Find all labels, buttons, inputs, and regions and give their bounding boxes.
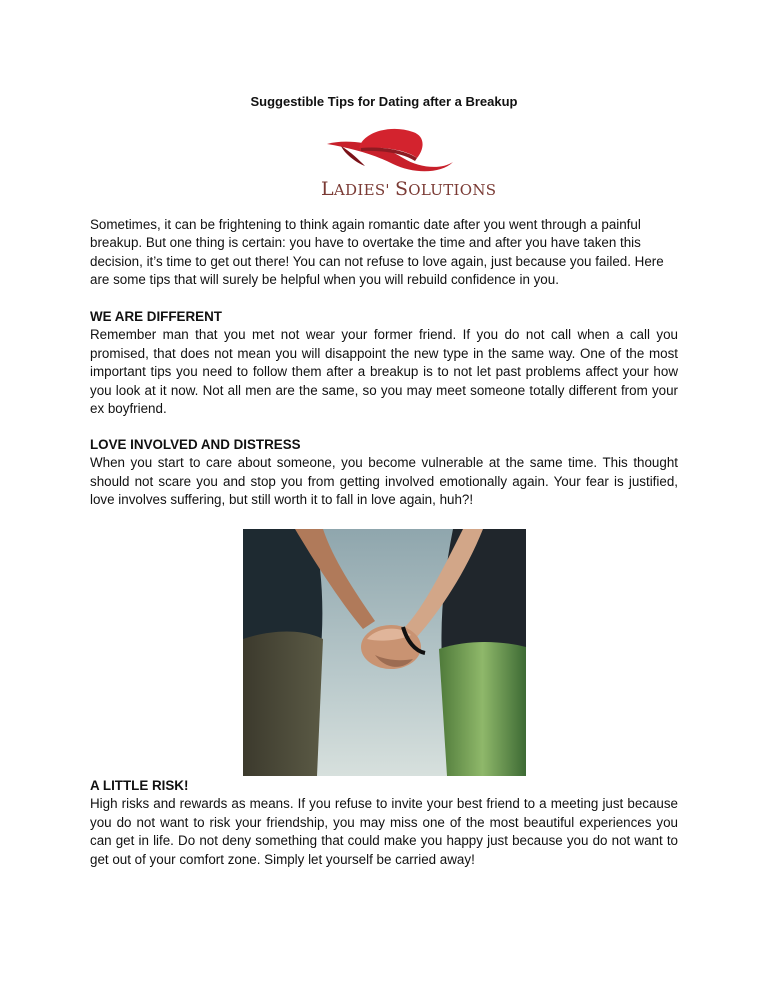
logo-text: LADIES' SOLUTIONS [321,178,497,200]
intro-block [90,216,678,290]
intro-paragraph: Sometimes, it can be frightening to think again romantic date after you went through a painful breakup. But one thing is certain: you have to overtake the time and after you have taken this decision, it’s time to get out there! You can not refuse to love again, just because you failed. Here are some tips that will surely be helpful when you will rebuild confidence in you. [90,217,664,288]
section-heading: WE ARE DIFFERENT [90,309,222,324]
ladies-solutions-logo [321,124,497,200]
section-love-involved [90,436,678,510]
section-heading: LOVE INVOLVED AND DISTRESS [90,437,301,452]
document-title: Suggestible Tips for Dating after a Breakup [250,94,518,109]
section-paragraph: Remember man that you met not wear your former friend. If you do not call when a call you promised, that does not mean you will disappoint the new type in the same way. One of the most important tips you need to follow them after a breakup is to not let past problems affect your how you look at it now. Not all men are the same, so you may meet someone totally different from your ex boyfriend. [90,327,678,417]
section-we-are-different [90,308,678,418]
section-paragraph: When you start to care about someone, you become vulnerable at the same time. This thought should not scare you and stop you from getting involved emotionally again. Your fear is justified, love involves suffering, but still worth it to fall in love again, huh?! [90,455,678,508]
section-heading: A LITTLE RISK! [90,778,189,793]
section-a-little-risk [90,777,678,869]
section-paragraph: High risks and rewards as means. If you refuse to invite your best friend to a meeting just because you do not want to risk your friendship, you may miss one of the most beautiful experiences you can get in life. Do not deny something that could make you happy just because you do not want to get out of your comfort zone. Simply let yourself be carried away! [90,796,678,867]
holding-hands-photo [243,529,526,776]
red-hat-logo-icon [321,124,471,180]
